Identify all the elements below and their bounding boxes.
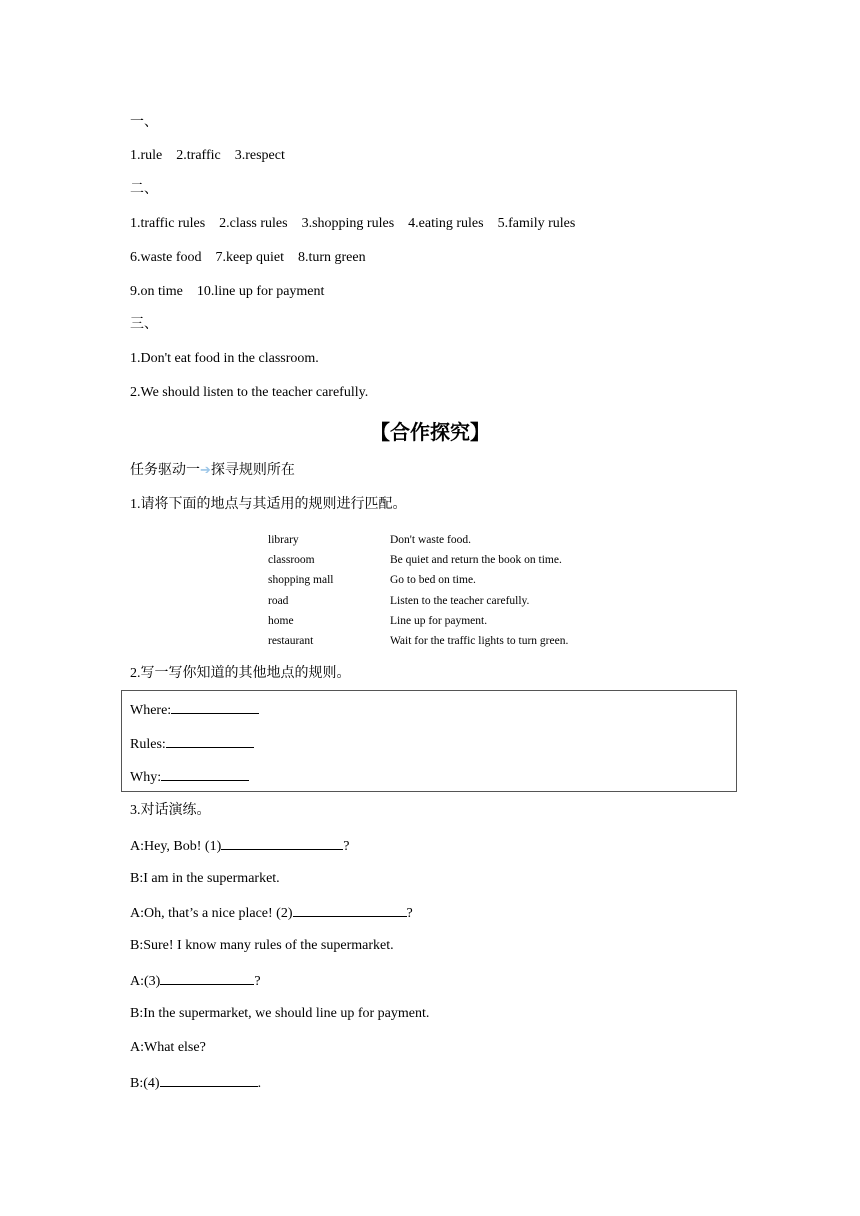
section-3-answer-2: 2.We should listen to the teacher carefully. [130, 385, 369, 400]
rule-label: Be quiet and return the book on time. [390, 554, 562, 567]
answer-3: 3.respect [234, 148, 285, 163]
question-1-prompt: 1.请将下面的地点与其适用的规则进行匹配。 [130, 497, 407, 512]
place-label: classroom [268, 554, 315, 567]
answer-2: 2.class rules [219, 216, 288, 231]
dialogue-line-1 [130, 836, 349, 856]
where-label: Where: [130, 703, 172, 718]
dialogue-text: B:(4) [130, 1076, 160, 1091]
matching-row [268, 570, 568, 590]
answer-3: 3.shopping rules [301, 216, 395, 231]
blank-3[interactable] [160, 971, 254, 985]
dialogue-punct: ? [406, 906, 413, 921]
dialogue-line-5 [130, 971, 261, 991]
arrow-icon: ➔ [200, 462, 211, 477]
question-3-prompt: 3.对话演练。 [130, 803, 211, 818]
place-label: restaurant [268, 634, 314, 647]
where-line [130, 700, 259, 720]
answer-9: 9.on time [130, 284, 183, 299]
why-line [130, 767, 249, 787]
answer-5: 5.family rules [497, 216, 576, 231]
answer-6: 6.waste food [130, 250, 202, 265]
place-label: road [268, 594, 289, 607]
rule-label: Don't waste food. [390, 534, 471, 546]
rule-label: Wait for the traffic lights to turn green. [390, 634, 569, 647]
answer-10: 10.line up for payment [196, 284, 325, 299]
dialogue-text: A:Oh, that’s a nice place! (2) [130, 906, 293, 921]
answer-2: 2.traffic [176, 148, 221, 163]
task-suffix: 探寻规则所在 [210, 463, 295, 478]
blank-2[interactable] [293, 903, 407, 917]
answer-1: 1.traffic rules [130, 216, 206, 231]
rule-label: Listen to the teacher carefully. [390, 594, 530, 607]
section-1-answers [130, 147, 285, 165]
dialogue-line-4: B:Sure! I know many rules of the supermarket. [130, 938, 394, 953]
answer-8: 8.turn green [297, 250, 366, 265]
rule-label: Line up for payment. [390, 614, 488, 627]
dialogue-line-3 [130, 903, 413, 923]
rules-blank[interactable] [166, 734, 254, 748]
place-label: shopping mall [268, 574, 334, 587]
dialogue-text: A:(3) [130, 974, 161, 989]
why-blank[interactable] [161, 767, 249, 781]
matching-row [268, 631, 568, 651]
dialogue-line-6: B:In the supermarket, we should line up for payment. [130, 1006, 430, 1021]
section-3-answer-1: 1.Don't eat food in the classroom. [130, 351, 319, 366]
task-prefix: 任务驱动一 [130, 463, 200, 478]
answer-box [121, 690, 737, 792]
why-label: Why: [130, 770, 162, 785]
rules-line [130, 734, 254, 754]
section-2-line-1 [130, 215, 575, 233]
answer-1: 1.rule [130, 148, 163, 163]
matching-row [268, 591, 568, 611]
place-label: library [268, 534, 299, 546]
question-2-prompt: 2.写一写你知道的其他地点的规则。 [130, 666, 351, 681]
dialogue-line-8 [130, 1073, 261, 1093]
matching-row [268, 611, 568, 631]
dialogue-punct: ? [254, 974, 261, 989]
section-1-title: 一、 [130, 115, 158, 130]
rule-label: Go to bed on time. [390, 574, 476, 587]
answer-4: 4.eating rules [408, 216, 484, 231]
section-2-title: 二、 [130, 182, 158, 197]
dialogue-line-7: A:What else? [130, 1040, 206, 1055]
section-2-line-3 [130, 283, 324, 301]
dialogue-punct: ? [343, 839, 350, 854]
place-label: home [268, 614, 294, 627]
where-blank[interactable] [171, 700, 259, 714]
task-driver-line [130, 461, 295, 480]
matching-row [268, 550, 568, 570]
blank-1[interactable] [221, 836, 343, 850]
section-heading: 【合作探究】 [370, 420, 490, 444]
section-2-line-2 [130, 249, 366, 267]
matching-table [268, 530, 568, 651]
matching-row [268, 530, 568, 550]
dialogue-line-2: B:I am in the supermarket. [130, 871, 280, 886]
blank-4[interactable] [160, 1073, 258, 1087]
rules-label: Rules: [130, 737, 166, 752]
dialogue-text: A:Hey, Bob! (1) [130, 839, 222, 854]
answer-7: 7.keep quiet [215, 250, 284, 265]
section-3-title: 三、 [130, 317, 158, 332]
dialogue-punct: . [257, 1076, 262, 1091]
